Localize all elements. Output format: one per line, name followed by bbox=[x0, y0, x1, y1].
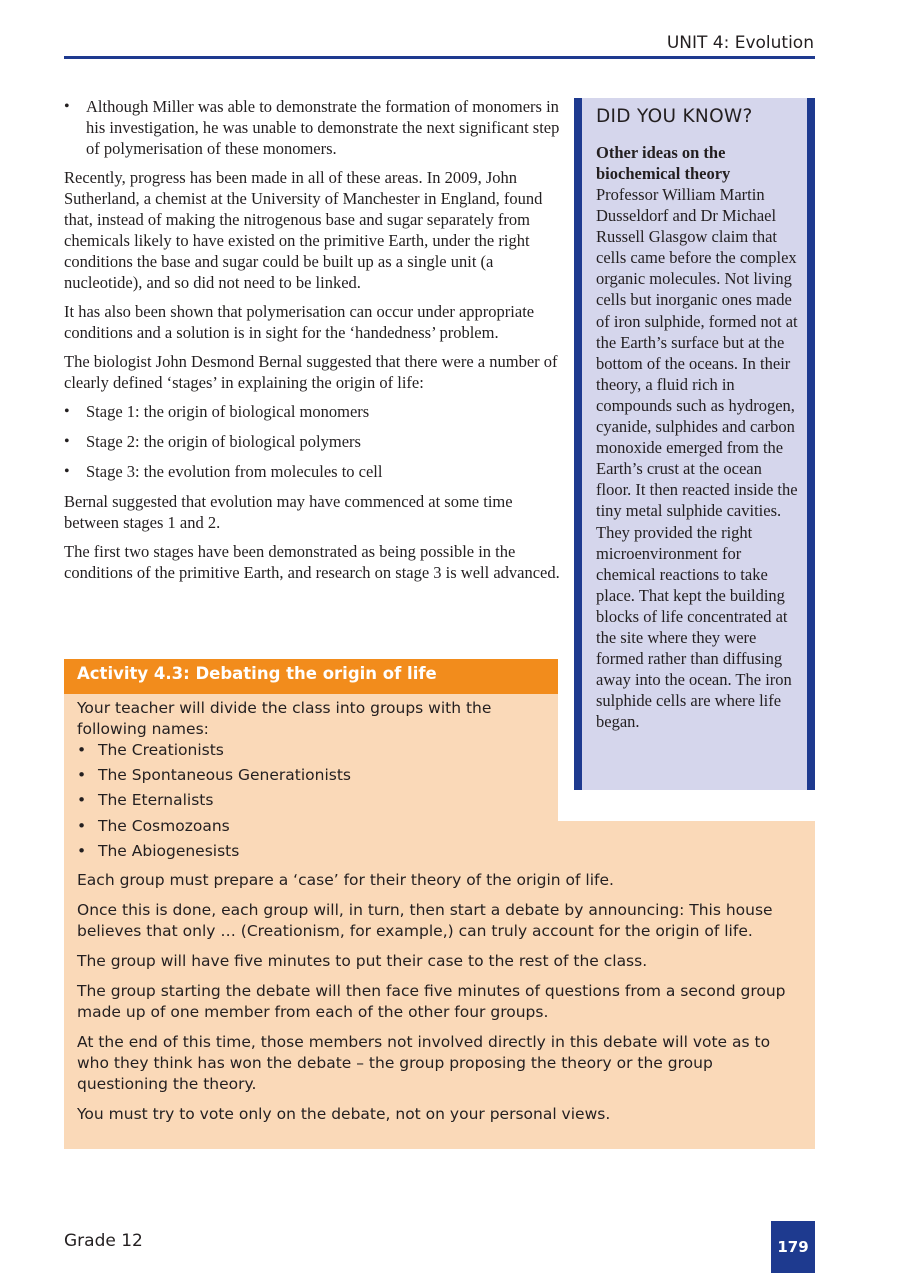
did-you-know-heading: DID YOU KNOW? bbox=[596, 106, 753, 127]
list-item: • Stage 1: the origin of biological monomers bbox=[64, 401, 560, 422]
list-item: • The Eternalists bbox=[77, 790, 802, 811]
paragraph-first-two-stages: The first two stages have been demonstrated as being possible in the conditions of the primitive Earth, and research on stage 3 is well advanced. bbox=[64, 542, 560, 582]
did-you-know-body: Professor William Martin Dusseldorf and Dr Michael Russell Glasgow claim that cells came before the complex organic molecules. Not living cells but inorganic ones made of iron sulphide, formed not at the Earth’s surface but at the bottom of the oceans. In their theory, a fluid rich in compounds such as hydrogen, cyanide, sulphides and carbon monoxide emerged from the Earth’s crust at the ocean floor. It then reacted inside the tiny metal sulphide cavities. They provided the right microenvironment for chemical reactions to take place. That kept the building blocks of life concentrated at the site where they were formed rather than diffusing away into the ocean. The iron sulphide cells are where life began. bbox=[596, 185, 798, 732]
intro-bullet-list bbox=[64, 96, 560, 159]
list-item: • Stage 3: the evolution from molecules to cell bbox=[64, 461, 560, 482]
did-you-know-subheading: Other ideas on the biochemical theory bbox=[596, 143, 731, 183]
paragraph-evolution-commenced: Bernal suggested that evolution may have commenced at some time between stages 1 and 2. bbox=[64, 492, 513, 532]
stages-list bbox=[64, 401, 560, 482]
activity-paragraph: Once this is done, each group will, in turn, then start a debate by announcing: This house believes that only … (Creationism, for example,) can truly account for the origin of life. bbox=[77, 900, 773, 940]
footer-grade: Grade 12 bbox=[64, 1231, 143, 1251]
paragraph-sutherland: Recently, progress has been made in all of these areas. In 2009, John Sutherland, a chemist at the University of Manchester in England, found that, instead of making the nitrogenous base and sugar separately from chemicals likely to have existed on the primitive Earth, under the right conditions the base and sugar could be built up as a single unit (a nucleotide), and so did not need to be linked. bbox=[64, 168, 543, 292]
activity-groups-list bbox=[77, 740, 802, 862]
activity-title: Activity 4.3: Debating the origin of life bbox=[64, 659, 558, 694]
main-column bbox=[64, 96, 560, 591]
did-you-know-box bbox=[574, 98, 815, 790]
unit-title: UNIT 4: Evolution bbox=[666, 33, 814, 53]
list-item: • The Creationists bbox=[77, 740, 802, 761]
header-rule bbox=[64, 56, 815, 59]
list-item: • The Spontaneous Generationists bbox=[77, 765, 802, 786]
list-item: • Although Miller was able to demonstrate the formation of monomers in his investigation, he was unable to demonstrate the next significant step of polymerisation of these monomers. bbox=[64, 96, 560, 159]
paragraph-polymerisation: It has also been shown that polymerisation can occur under appropriate conditions and a solution is in sight for the ‘handedness’ problem. bbox=[64, 302, 535, 342]
list-item: • Stage 2: the origin of biological polymers bbox=[64, 431, 560, 452]
activity-paragraph: Each group must prepare a ‘case’ for their theory of the origin of life. bbox=[77, 870, 614, 889]
list-item: • The Cosmozoans bbox=[77, 816, 802, 837]
page-number: 179 bbox=[771, 1221, 815, 1273]
activity-paragraph: The group will have five minutes to put their case to the rest of the class. bbox=[77, 951, 648, 970]
list-item: • The Abiogenesists bbox=[77, 841, 802, 862]
activity-paragraph: You must try to vote only on the debate, not on your personal views. bbox=[77, 1104, 611, 1123]
paragraph-bernal: The biologist John Desmond Bernal suggested that there were a number of clearly defined ‘stages’ in explaining the origin of life: bbox=[64, 352, 558, 392]
activity-paragraph: The group starting the debate will then face five minutes of questions from a second group made up of one member from each of the other four groups. bbox=[77, 981, 786, 1021]
activity-body bbox=[77, 698, 802, 1134]
activity-intro: Your teacher will divide the class into groups with the following names: bbox=[77, 699, 492, 738]
activity-paragraph: At the end of this time, those members not involved directly in this debate will vote as to who they think has won the debate – the group proposing the theory or the group questioning the theory. bbox=[77, 1032, 771, 1093]
